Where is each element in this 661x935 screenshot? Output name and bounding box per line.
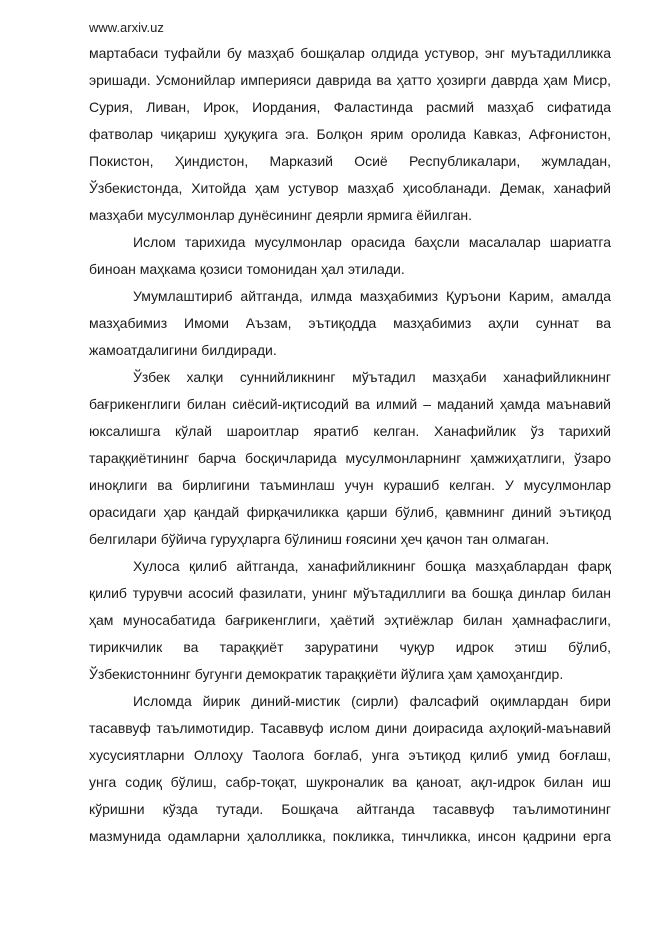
text-line: Ўзбекистоннинг бугунги демократик тараққиёти йўлига ҳам ҳамоҳангдир. [89, 666, 564, 682]
text-line: орасидаги ҳар қандай фирқачиликка қарши бўлиб, қавмнинг диний эътиқод [89, 504, 611, 520]
paragraph [89, 229, 611, 283]
text-line: тасаввуф таълимотидир. Тасаввуф ислом дини доирасида аҳлоқий-маънавий [89, 720, 611, 736]
paragraph [89, 688, 611, 850]
text-line: тараққиётининг барча босқичларида мусулмонларнинг ҳамжиҳатлиги, ўзаро [89, 450, 611, 466]
text-line: Покистон, Ҳиндистон, Марказий Осиё Республикалари, жумладан, [89, 153, 611, 169]
text-line: унга содиқ бўлиш, сабр-тоқат, шукроналик ва қаноат, ақл-идрок билан иш [89, 774, 611, 790]
document-body [89, 40, 611, 850]
text-line: белгилари бўйича гуруҳларга бўлиниш ғоясини ҳеч қачон тан олмаган. [89, 531, 550, 547]
text-line: юксалишга кўлай шароитлар яратиб келган. Ханафийлик ўз тарихий [89, 423, 611, 439]
text-line: ҳам муносабатида бағрикенглиги, ҳаётий эҳтиёжлар билан ҳамнафаслиги, [89, 612, 611, 628]
text-line: хусусиятларни Оллоҳу Таолога боғлаб, унга эътиқод қилиб умид боғлаш, [89, 747, 611, 763]
text-line: иноқлиги ва бирлигини таъминлаш учун курашиб келган. У мусулмонлар [89, 477, 611, 493]
text-line: Исломда йирик диний-мистик (сирли) фалсафий оқимлардан бири [133, 693, 611, 709]
text-line: қилиб турувчи асосий фазилати, унинг мўътадиллиги ва бошқа динлар билан [89, 585, 611, 601]
text-line: кўришни кўзда тутади. Бошқача айтганда тасаввуф таълимотининг [89, 801, 611, 817]
text-line: фатволар чиқариш ҳуқуқига эга. Болқон ярим оролида Кавказ, Афғонистон, [89, 126, 611, 142]
paragraph [89, 553, 611, 688]
text-line: тирикчилик ва тараққиёт заруратини чуқур идрок этиш бўлиб, [89, 639, 611, 655]
text-line: мазҳабимиз Имоми Аъзам, эътиқодда мазҳабимиз аҳли суннат ва [89, 315, 611, 331]
text-line: бағрикенглиги билан сиёсий-иқтисодий ва илмий – маданий ҳамда маънавий [89, 396, 611, 412]
text-line: Ислом тарихида мусулмонлар орасида баҳсли масалалар шариатга [133, 234, 611, 250]
text-line: мартабаси туфайли бу мазҳаб бошқалар олдида устувор, энг муътадилликка [89, 45, 611, 61]
paragraph [89, 283, 611, 364]
text-line: Сурия, Ливан, Ирок, Иордания, Фаластинда расмий мазҳаб сифатида [89, 99, 611, 115]
text-line: мазҳаби мусулмонлар дунёсининг деярли ярмига ёйилган. [89, 207, 473, 223]
text-line: эришади. Усмонийлар империяси даврида ва ҳатто ҳозирги даврда ҳам Миср, [89, 72, 611, 88]
text-line: Ўзбек халқи суннийликнинг мўътадил мазҳаби ханафийликнинг [133, 369, 611, 385]
text-line: Хулоса қилиб айтганда, ханафийликнинг бошқа мазҳаблардан фарқ [133, 558, 611, 574]
site-url: www.arxiv.uz [89, 20, 164, 35]
text-line: жамоатдалигини билдиради. [89, 342, 277, 358]
paragraph [89, 40, 611, 229]
text-line: Ўзбекистонда, Хитойда ҳам устувор мазҳаб ҳисобланади. Демак, ханафий [89, 180, 611, 196]
paragraph [89, 364, 611, 553]
text-line: мазмунида одамларни ҳалолликка, покликка, тинчликка, инсон қадрини ерга [89, 828, 611, 844]
text-line: Умумлаштириб айтганда, илмда мазҳабимиз Қуръони Карим, амалда [133, 288, 611, 304]
text-line: биноан маҳкама қозиси томонидан ҳал этилади. [89, 261, 405, 277]
